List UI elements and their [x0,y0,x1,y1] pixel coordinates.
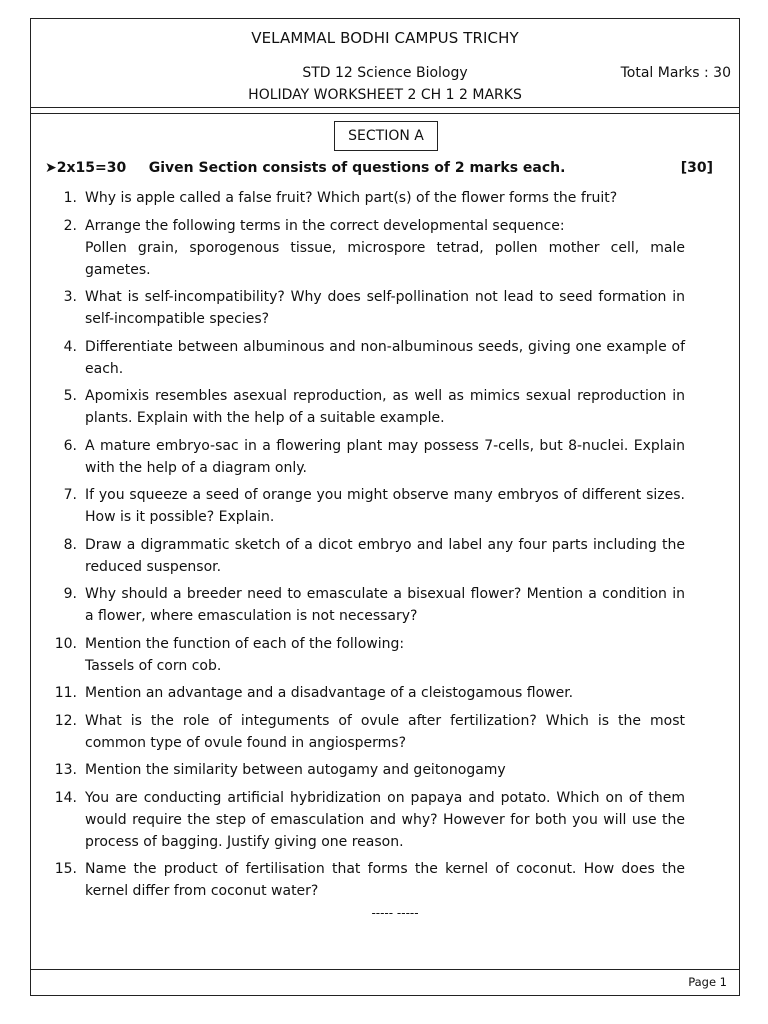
question-number: 7. [63,487,77,503]
question-text: Why should a breeder need to emasculate a bisexual flower? Mention a condition in a flower, where emasculation is not necessary? [85,586,685,624]
question-number: 1. [63,190,77,206]
question-body [85,385,685,429]
question-text: You are conducting artificial hybridization on papaya and potato. Which on of them would require the step of emasculation and why? However for both you will use the process of bagging. Justify giving one reason. [85,789,685,850]
question-number: 14. [54,789,77,806]
question-text: Mention the similarity between autogamy and geitonogamy [85,762,506,778]
header-divider-bottom [31,113,739,114]
section-label: SECTION A [334,121,438,151]
worksheet-frame [30,18,740,996]
question-number: 13. [54,762,77,778]
question-item [43,633,685,677]
question-number: 8. [63,536,77,553]
question-item [43,858,685,902]
question-text: A mature embryo-sac in a flowering plant may possess 7-cells, but 8-nuclei. Explain with the help of a diagram only. [85,437,685,476]
school-name: VELAMMAL BODHI CAMPUS TRICHY [251,29,519,47]
question-body [85,682,685,704]
question-subtext: Tassels of corn cob. [85,657,222,674]
question-item [43,759,685,781]
question-list [43,187,685,908]
question-body [85,633,685,677]
total-marks: Total Marks : 30 [620,65,731,81]
question-item [43,534,685,578]
question-text: Apomixis resembles asexual reproduction, as well as mimics sexual reproduction in plants. Explain with the help of a suitable example. [85,388,685,426]
question-item [43,336,685,380]
question-text: If you squeeze a seed of orange you might observe many embryos of different sizes. How is it possible? Explain. [85,487,685,525]
question-number: 5. [63,388,77,404]
question-number: 6. [63,437,77,454]
question-body [85,787,685,853]
question-body [85,336,685,380]
question-number: 2. [63,217,77,234]
question-text: Mention the function of each of the following: [85,635,405,652]
question-text: What is the role of integuments of ovule after fertilization? Which is the most common type of ovule found in angiosperms? [85,712,685,751]
question-item [43,435,685,479]
page-number: Page 1 [688,975,727,989]
end-mark: ----- ----- [371,906,419,920]
question-item [43,682,685,704]
class-subject: STD 12 Science Biology [302,65,468,81]
question-body [85,435,685,479]
question-subtext: Pollen grain, sporogenous tissue, microspore tetrad, pollen mother cell, male gametes. [85,239,685,278]
question-body [85,484,685,528]
marks-formula: 2x15=30 [56,160,127,176]
question-item [43,187,685,209]
section-instruction [45,160,713,176]
question-number: 4. [63,338,77,355]
question-number: 11. [54,685,77,701]
question-text: Mention an advantage and a disadvantage of a cleistogamous flower. [85,685,574,701]
question-item [43,710,685,754]
question-body [85,710,685,754]
worksheet-title: HOLIDAY WORKSHEET 2 CH 1 2 MARKS [248,87,522,103]
instruction-text: Given Section consists of questions of 2 marks each. [148,160,566,176]
question-item [43,286,685,330]
section-marks: [30] [680,160,713,176]
question-number: 10. [54,635,77,652]
question-text: Draw a digrammatic sketch of a dicot embryo and label any four parts including the reduced suspensor. [85,536,685,575]
question-text: Why is apple called a false fruit? Which part(s) of the flower forms the fruit? [85,190,618,206]
question-body [85,858,685,902]
question-item [43,787,685,853]
question-body [85,534,685,578]
question-body [85,583,685,627]
question-body [85,759,685,781]
question-number: 15. [54,861,77,877]
question-text: What is self-incompatibility? Why does self-pollination not lead to seed formation in self-incompatible species? [85,289,685,327]
question-text: Differentiate between albuminous and non-albuminous seeds, giving one example of each. [85,338,685,377]
header-divider-top [31,107,739,108]
question-item [43,583,685,627]
question-number: 12. [54,712,77,729]
question-item [43,484,685,528]
question-body [85,187,685,209]
header [31,19,739,115]
question-text: Name the product of fertilisation that forms the kernel of coconut. How does the kernel differ from coconut water? [85,861,685,899]
question-body [85,215,685,281]
footer-divider [31,969,739,970]
arrow-bullet-icon: ➤ [45,160,57,176]
question-item [43,385,685,429]
question-body [85,286,685,330]
question-text: Arrange the following terms in the correct developmental sequence: [85,217,565,234]
question-item [43,215,685,281]
question-number: 3. [63,289,77,305]
question-number: 9. [63,586,77,602]
